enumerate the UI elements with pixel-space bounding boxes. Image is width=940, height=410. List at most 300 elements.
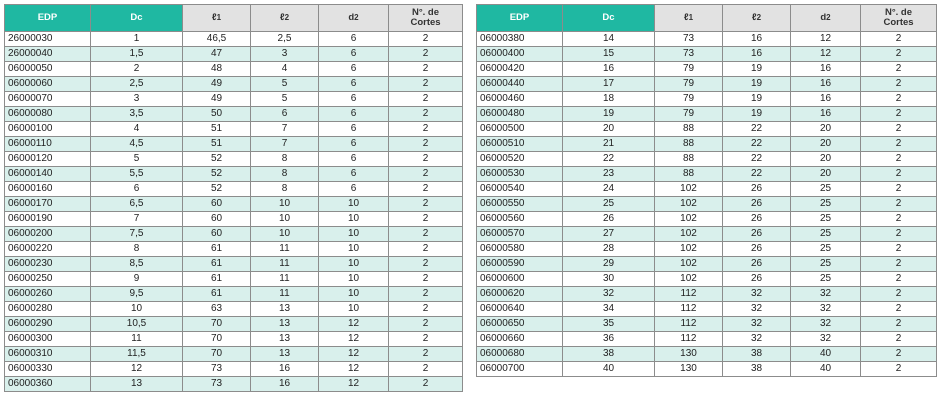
cell-edp: 06000280 [5, 302, 91, 317]
table-row [477, 332, 937, 347]
cell-d2: 25 [791, 227, 861, 242]
cell-d2: 6 [319, 122, 389, 137]
cell-cortes: 2 [389, 302, 463, 317]
cell-dc: 32 [563, 287, 655, 302]
cell-edp: 06000620 [477, 287, 563, 302]
cell-dc: 3,5 [91, 107, 183, 122]
cell-edp: 06000590 [477, 257, 563, 272]
header-d2 [791, 5, 861, 32]
cell-edp: 06000060 [5, 77, 91, 92]
header-l1-symbol: ℓ [211, 12, 217, 23]
cell-l2: 10 [251, 227, 319, 242]
cell-l1: 79 [655, 107, 723, 122]
table-row [5, 182, 463, 197]
cell-dc: 12 [91, 362, 183, 377]
cell-l2: 32 [723, 317, 791, 332]
cell-l1: 102 [655, 182, 723, 197]
table-row [5, 377, 463, 392]
cell-edp: 06000500 [477, 122, 563, 137]
cell-l1: 60 [183, 227, 251, 242]
cell-dc: 10 [91, 302, 183, 317]
cell-dc: 22 [563, 152, 655, 167]
cell-dc: 20 [563, 122, 655, 137]
cell-dc: 18 [563, 92, 655, 107]
cell-l2: 26 [723, 227, 791, 242]
cell-cortes: 2 [389, 227, 463, 242]
cell-dc: 1 [91, 32, 183, 47]
cell-d2: 20 [791, 152, 861, 167]
cell-l1: 63 [183, 302, 251, 317]
cell-edp: 06000700 [477, 362, 563, 377]
cell-l1: 70 [183, 332, 251, 347]
cell-l2: 7 [251, 122, 319, 137]
cell-l1: 47 [183, 47, 251, 62]
cell-cortes: 2 [389, 332, 463, 347]
table-row [477, 62, 937, 77]
cell-l2: 19 [723, 77, 791, 92]
cell-l2: 11 [251, 272, 319, 287]
cell-edp: 06000080 [5, 107, 91, 122]
cell-dc: 5 [91, 152, 183, 167]
cell-dc: 7 [91, 212, 183, 227]
cell-cortes: 2 [861, 257, 937, 272]
cell-d2: 6 [319, 77, 389, 92]
cell-l2: 3 [251, 47, 319, 62]
cell-dc: 6 [91, 182, 183, 197]
cell-cortes: 2 [389, 62, 463, 77]
cell-d2: 6 [319, 62, 389, 77]
cell-cortes: 2 [861, 212, 937, 227]
cell-l2: 16 [251, 362, 319, 377]
cell-cortes: 2 [861, 62, 937, 77]
cell-dc: 23 [563, 167, 655, 182]
cell-l1: 88 [655, 122, 723, 137]
cell-dc: 5,5 [91, 167, 183, 182]
cell-l1: 79 [655, 92, 723, 107]
table-row [5, 347, 463, 362]
cell-dc: 4 [91, 122, 183, 137]
table-row [5, 77, 463, 92]
cell-dc: 16 [563, 62, 655, 77]
cell-d2: 6 [319, 182, 389, 197]
cell-edp: 06000640 [477, 302, 563, 317]
cell-d2: 40 [791, 362, 861, 377]
table-row [477, 242, 937, 257]
cell-edp: 06000380 [477, 32, 563, 47]
cell-cortes: 2 [389, 92, 463, 107]
cell-d2: 10 [319, 212, 389, 227]
cell-l2: 26 [723, 212, 791, 227]
cell-edp: 06000570 [477, 227, 563, 242]
table-row [477, 287, 937, 302]
cell-d2: 16 [791, 77, 861, 92]
cell-edp: 06000460 [477, 92, 563, 107]
cell-cortes: 2 [389, 212, 463, 227]
table-row [5, 107, 463, 122]
header-l2-symbol: ℓ [279, 12, 285, 23]
cell-cortes: 2 [389, 287, 463, 302]
cell-edp: 06000600 [477, 272, 563, 287]
cell-dc: 27 [563, 227, 655, 242]
cell-dc: 9,5 [91, 287, 183, 302]
table-row [5, 62, 463, 77]
cell-edp: 26000040 [5, 47, 91, 62]
cell-cortes: 2 [389, 122, 463, 137]
cell-edp: 06000300 [5, 332, 91, 347]
cell-edp: 06000440 [477, 77, 563, 92]
cell-cortes: 2 [389, 182, 463, 197]
table-row [477, 272, 937, 287]
header-cortes [389, 5, 463, 32]
cell-l2: 19 [723, 92, 791, 107]
cell-l2: 16 [251, 377, 319, 392]
table-row [477, 107, 937, 122]
table-row [477, 32, 937, 47]
cell-l2: 16 [723, 47, 791, 62]
cell-l2: 22 [723, 137, 791, 152]
cell-dc: 8,5 [91, 257, 183, 272]
cell-d2: 25 [791, 242, 861, 257]
header-cortes-line2: Cortes [883, 17, 914, 28]
table-row [5, 152, 463, 167]
cell-l1: 102 [655, 212, 723, 227]
cell-l1: 102 [655, 227, 723, 242]
cell-l1: 46,5 [183, 32, 251, 47]
cell-cortes: 2 [389, 377, 463, 392]
table-row [477, 152, 937, 167]
table-row [5, 137, 463, 152]
cell-d2: 6 [319, 167, 389, 182]
cell-d2: 16 [791, 62, 861, 77]
cell-dc: 24 [563, 182, 655, 197]
cell-l2: 5 [251, 92, 319, 107]
cell-cortes: 2 [389, 32, 463, 47]
cell-d2: 32 [791, 302, 861, 317]
cell-edp: 06000140 [5, 167, 91, 182]
header-dc: Dc [563, 5, 655, 32]
cell-l2: 11 [251, 242, 319, 257]
cell-dc: 40 [563, 362, 655, 377]
table-row [5, 167, 463, 182]
cell-l2: 22 [723, 152, 791, 167]
cell-cortes: 2 [861, 182, 937, 197]
table-row [5, 287, 463, 302]
cell-l1: 130 [655, 362, 723, 377]
cell-l2: 26 [723, 197, 791, 212]
cell-d2: 10 [319, 257, 389, 272]
cell-l2: 32 [723, 302, 791, 317]
cell-l2: 16 [723, 32, 791, 47]
cell-cortes: 2 [389, 347, 463, 362]
cell-edp: 06000680 [477, 347, 563, 362]
cell-l1: 102 [655, 272, 723, 287]
cell-d2: 25 [791, 257, 861, 272]
cell-dc: 28 [563, 242, 655, 257]
cell-l1: 61 [183, 287, 251, 302]
cell-l1: 61 [183, 257, 251, 272]
cell-dc: 10,5 [91, 317, 183, 332]
cell-cortes: 2 [861, 122, 937, 137]
table-row [477, 47, 937, 62]
cell-l2: 8 [251, 182, 319, 197]
cell-edp: 06000400 [477, 47, 563, 62]
cell-l1: 102 [655, 257, 723, 272]
cell-l2: 38 [723, 362, 791, 377]
cell-dc: 14 [563, 32, 655, 47]
cell-cortes: 2 [861, 77, 937, 92]
cell-cortes: 2 [861, 92, 937, 107]
cell-edp: 06000520 [477, 152, 563, 167]
cell-d2: 6 [319, 92, 389, 107]
cell-d2: 25 [791, 212, 861, 227]
table-row [5, 212, 463, 227]
table-row [477, 197, 937, 212]
cell-l2: 10 [251, 197, 319, 212]
cell-edp: 06000540 [477, 182, 563, 197]
cell-d2: 16 [791, 92, 861, 107]
cell-l1: 52 [183, 167, 251, 182]
cell-l1: 51 [183, 137, 251, 152]
cell-edp: 26000030 [5, 32, 91, 47]
header-l1-subscript: 1 [216, 13, 222, 22]
header-edp: EDP [477, 5, 563, 32]
cell-l1: 73 [183, 377, 251, 392]
cell-l1: 73 [655, 32, 723, 47]
cell-dc: 2 [91, 62, 183, 77]
table-row [5, 92, 463, 107]
cell-d2: 32 [791, 332, 861, 347]
cell-l1: 79 [655, 77, 723, 92]
cell-l1: 50 [183, 107, 251, 122]
cell-edp: 06000660 [477, 332, 563, 347]
table-right [476, 4, 937, 377]
header-l2 [723, 5, 791, 32]
cell-l1: 112 [655, 332, 723, 347]
header-l2 [251, 5, 319, 32]
cell-d2: 20 [791, 167, 861, 182]
header-cortes-line1: N°. de [411, 7, 440, 18]
table-row [477, 317, 937, 332]
cell-edp: 06000650 [477, 317, 563, 332]
cell-cortes: 2 [389, 152, 463, 167]
table-row [477, 182, 937, 197]
cell-l1: 102 [655, 197, 723, 212]
cell-cortes: 2 [389, 257, 463, 272]
table-left [4, 4, 463, 392]
table-row [5, 47, 463, 62]
cell-dc: 35 [563, 317, 655, 332]
header-d2-symbol: d [348, 12, 355, 23]
header-l2-subscript: 2 [756, 13, 762, 22]
header-cortes-line2: Cortes [410, 17, 441, 28]
cell-cortes: 2 [861, 227, 937, 242]
cell-d2: 32 [791, 287, 861, 302]
cell-l2: 6 [251, 107, 319, 122]
table-row [5, 197, 463, 212]
cell-l1: 51 [183, 122, 251, 137]
cell-l2: 26 [723, 182, 791, 197]
cell-l1: 70 [183, 317, 251, 332]
cell-d2: 12 [319, 362, 389, 377]
cell-edp: 06000220 [5, 242, 91, 257]
cell-l2: 19 [723, 107, 791, 122]
cell-dc: 29 [563, 257, 655, 272]
table-row [477, 227, 937, 242]
cell-cortes: 2 [861, 47, 937, 62]
cell-edp: 06000070 [5, 92, 91, 107]
cell-l2: 10 [251, 212, 319, 227]
cell-d2: 12 [319, 377, 389, 392]
cell-edp: 06000160 [5, 182, 91, 197]
cell-l2: 4 [251, 62, 319, 77]
table-row [477, 212, 937, 227]
cell-dc: 2,5 [91, 77, 183, 92]
cell-edp: 06000550 [477, 197, 563, 212]
table-row [477, 137, 937, 152]
cell-d2: 6 [319, 152, 389, 167]
cell-dc: 11,5 [91, 347, 183, 362]
cell-edp: 06000110 [5, 137, 91, 152]
cell-d2: 32 [791, 317, 861, 332]
cell-edp: 06000510 [477, 137, 563, 152]
cell-l1: 52 [183, 152, 251, 167]
cell-cortes: 2 [389, 272, 463, 287]
cell-l1: 112 [655, 317, 723, 332]
cell-l1: 61 [183, 272, 251, 287]
cell-dc: 7,5 [91, 227, 183, 242]
cell-l1: 88 [655, 152, 723, 167]
header-cortes-line1: N°. de [884, 7, 913, 18]
cell-d2: 10 [319, 242, 389, 257]
table-row [5, 302, 463, 317]
cell-d2: 10 [319, 227, 389, 242]
cell-d2: 20 [791, 137, 861, 152]
cell-edp: 06000260 [5, 287, 91, 302]
table-row [477, 302, 937, 317]
cell-dc: 38 [563, 347, 655, 362]
cell-d2: 6 [319, 32, 389, 47]
header-l2-subscript: 2 [284, 13, 290, 22]
cell-dc: 17 [563, 77, 655, 92]
table-row [5, 332, 463, 347]
header-d2 [319, 5, 389, 32]
cell-l2: 11 [251, 287, 319, 302]
header-cortes [861, 5, 937, 32]
header-d2-subscript: 2 [826, 13, 831, 22]
cell-l1: 112 [655, 287, 723, 302]
cell-cortes: 2 [389, 167, 463, 182]
cell-cortes: 2 [861, 152, 937, 167]
cell-cortes: 2 [861, 347, 937, 362]
cell-edp: 06000290 [5, 317, 91, 332]
cell-d2: 12 [319, 332, 389, 347]
header-d2-subscript: 2 [354, 13, 359, 22]
header-dc: Dc [91, 5, 183, 32]
cell-edp: 06000580 [477, 242, 563, 257]
cell-cortes: 2 [861, 242, 937, 257]
cell-dc: 9 [91, 272, 183, 287]
table-row [477, 77, 937, 92]
cell-l2: 8 [251, 167, 319, 182]
cell-l2: 7 [251, 137, 319, 152]
table-left-body [5, 32, 463, 392]
cell-cortes: 2 [389, 137, 463, 152]
cell-edp: 06000480 [477, 107, 563, 122]
header-l1 [183, 5, 251, 32]
cell-d2: 10 [319, 302, 389, 317]
cell-l2: 13 [251, 302, 319, 317]
cell-d2: 6 [319, 137, 389, 152]
table-row [477, 257, 937, 272]
cell-edp: 06000530 [477, 167, 563, 182]
cell-cortes: 2 [389, 197, 463, 212]
cell-d2: 10 [319, 287, 389, 302]
cell-l2: 13 [251, 332, 319, 347]
header-l1-subscript: 1 [688, 13, 694, 22]
header-l1 [655, 5, 723, 32]
cell-d2: 40 [791, 347, 861, 362]
cell-edp: 06000230 [5, 257, 91, 272]
cell-d2: 6 [319, 107, 389, 122]
cell-l2: 32 [723, 287, 791, 302]
header-edp: EDP [5, 5, 91, 32]
cell-l1: 61 [183, 242, 251, 257]
table-row [5, 32, 463, 47]
cell-cortes: 2 [389, 77, 463, 92]
cell-l1: 112 [655, 302, 723, 317]
cell-cortes: 2 [861, 287, 937, 302]
cell-edp: 06000310 [5, 347, 91, 362]
cell-d2: 12 [319, 317, 389, 332]
cell-cortes: 2 [861, 362, 937, 377]
cell-d2: 20 [791, 122, 861, 137]
cell-d2: 6 [319, 47, 389, 62]
header-l2-symbol: ℓ [751, 12, 757, 23]
cell-cortes: 2 [861, 32, 937, 47]
cell-dc: 30 [563, 272, 655, 287]
table-row [5, 362, 463, 377]
cell-d2: 10 [319, 272, 389, 287]
table-row [5, 272, 463, 287]
cell-l2: 26 [723, 272, 791, 287]
cell-l2: 13 [251, 317, 319, 332]
cell-l1: 70 [183, 347, 251, 362]
cell-edp: 06000190 [5, 212, 91, 227]
cell-edp: 06000560 [477, 212, 563, 227]
cell-edp: 06000420 [477, 62, 563, 77]
cell-dc: 1,5 [91, 47, 183, 62]
cell-cortes: 2 [861, 197, 937, 212]
cell-cortes: 2 [389, 107, 463, 122]
cell-l2: 26 [723, 242, 791, 257]
cell-l1: 60 [183, 197, 251, 212]
table-row [477, 347, 937, 362]
cell-cortes: 2 [389, 317, 463, 332]
cell-cortes: 2 [389, 47, 463, 62]
cell-l1: 88 [655, 137, 723, 152]
cell-d2: 12 [791, 47, 861, 62]
table-row [477, 362, 937, 377]
cell-cortes: 2 [389, 242, 463, 257]
cell-l1: 49 [183, 92, 251, 107]
cell-l2: 19 [723, 62, 791, 77]
cell-l1: 73 [183, 362, 251, 377]
cell-l1: 52 [183, 182, 251, 197]
cell-cortes: 2 [861, 167, 937, 182]
table-row [477, 167, 937, 182]
table-row [5, 242, 463, 257]
cell-l2: 32 [723, 332, 791, 347]
